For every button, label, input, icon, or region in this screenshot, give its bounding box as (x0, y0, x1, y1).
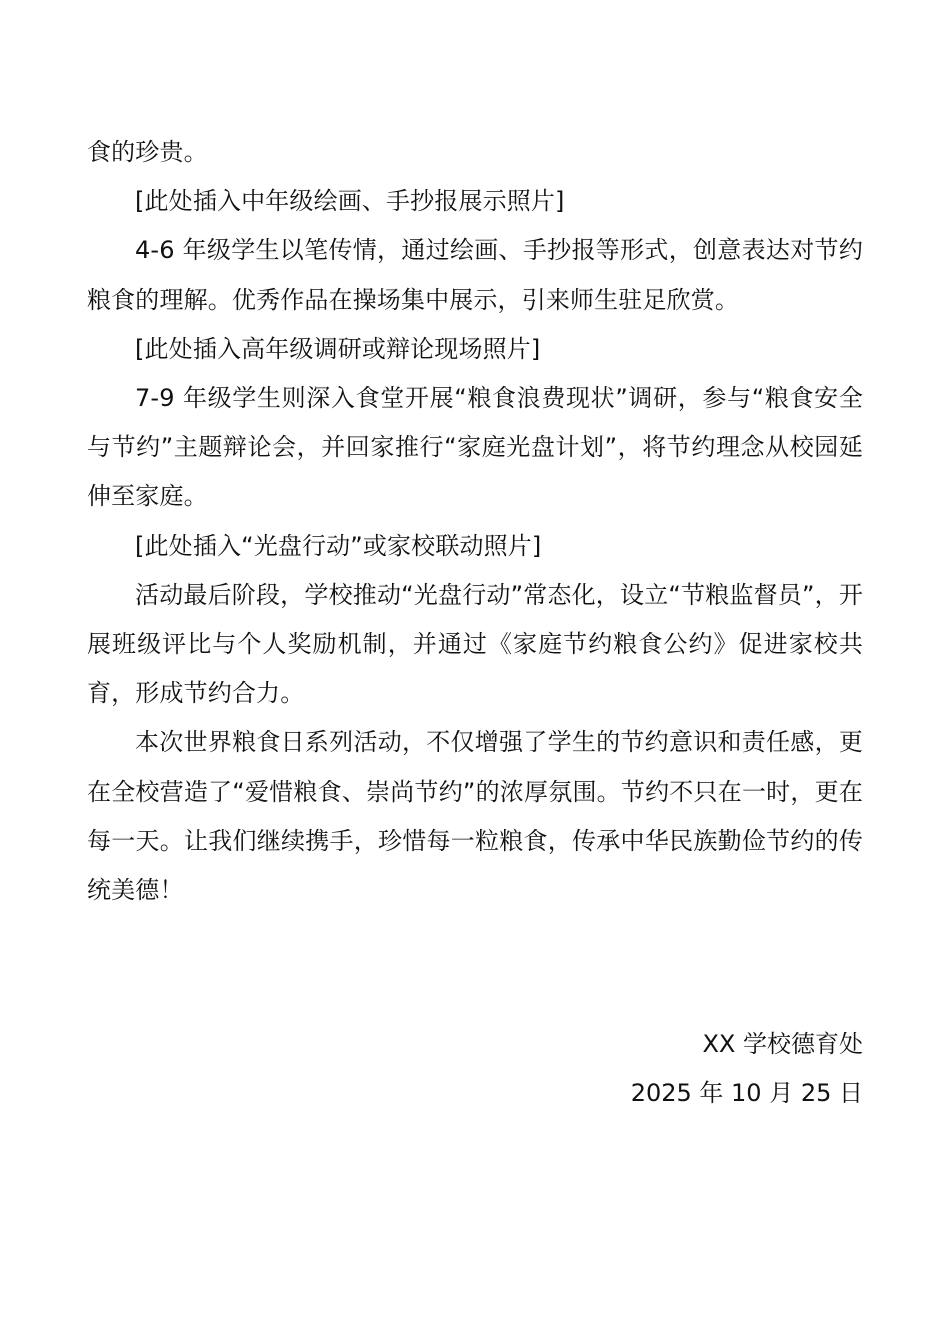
signature-date: 2025 年 10 月 25 日 (630, 1079, 863, 1108)
paragraph-conclusion: 本次世界粮食日系列活动，不仅增强了学生的节约意识和责任感，更在全校营造了“爱惜粮食、崇尚节约”的浓厚氛围。节约不只在一时，更在每一天。让我们继续携手，珍惜每一粒粮食，传承中华民族勤俭节约的传统美德！ (87, 728, 863, 905)
paragraph-grades-7-9: 7-9 年级学生则深入食堂开展“粮食浪费现状”调研，参与“粮食安全与节约”主题辩论会，并回家推行“家庭光盘计划”，将节约理念从校园延伸至家庭。 (87, 384, 863, 511)
photo-placeholder-upper-grade: [此处插入高年级调研或辩论现场照片] (135, 334, 541, 363)
paragraph-continuation: 食的珍贵。 (87, 138, 208, 166)
paragraph-final-stage: 活动最后阶段，学校推动“光盘行动”常态化，设立“节粮监督员”，开展班级评比与个人奖励机制，并通过《家庭节约粮食公约》促进家校共育，形成节约合力。 (87, 580, 863, 708)
signature-organization: XX 学校德育处 (702, 1030, 863, 1058)
photo-placeholder-clean-plate: [此处插入“光盘行动”或家校联动照片] (135, 531, 542, 560)
signature-block (631, 1020, 863, 1118)
paragraph-grades-4-6: 4-6 年级学生以笔传情，通过绘画、手抄报等形式，创意表达对节约粮食的理解。优秀作品在操场集中展示，引来师生驻足欣赏。 (87, 236, 863, 314)
document-body (87, 128, 863, 915)
photo-placeholder-middle-grade: [此处插入中年级绘画、手抄报展示照片] (135, 187, 565, 216)
